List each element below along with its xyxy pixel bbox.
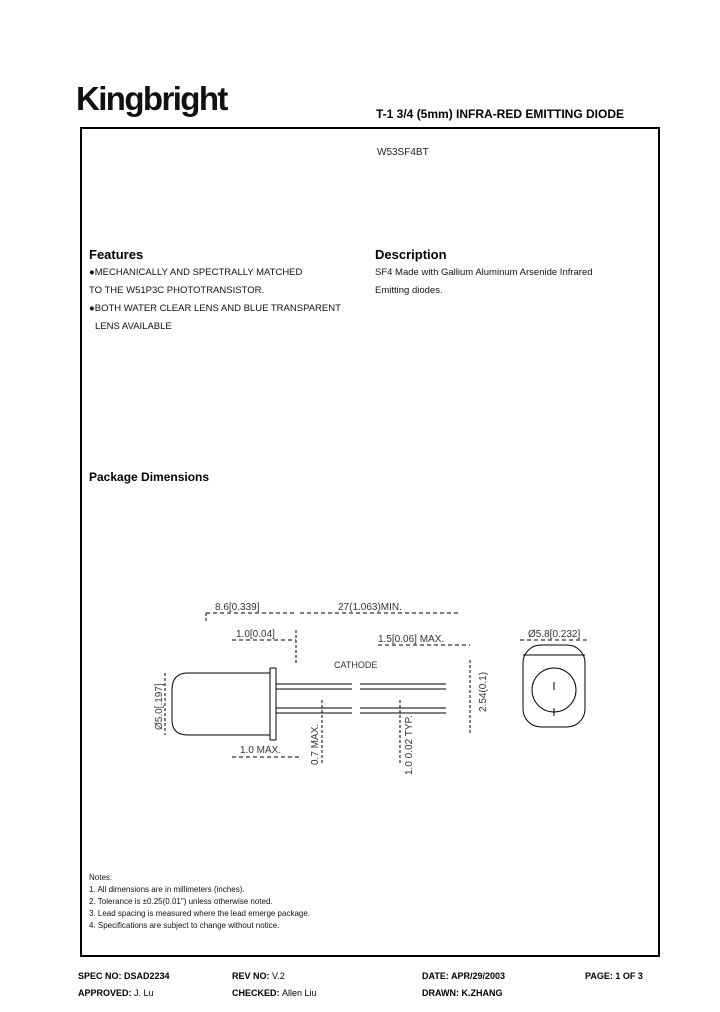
dim-diameter-side: Ø5.0[.197] <box>154 683 165 730</box>
date <box>422 971 505 981</box>
dim-lead-width: 0.7 MAX. <box>310 723 321 765</box>
rev-value: V.2 <box>272 971 285 981</box>
spec-value: DSAD2234 <box>124 971 170 981</box>
checked-value: Allen Liu <box>282 988 317 998</box>
dim-flange: 1.0[0.04] <box>236 629 275 640</box>
notes-title: Notes: <box>89 873 113 882</box>
description-line: SF4 Made with Gallium Aluminum Arsenide Infrared <box>375 267 593 278</box>
page-label: PAGE: <box>585 971 613 981</box>
feature-line: TO THE W51P3C PHOTOTRANSISTOR. <box>89 285 265 296</box>
rev-label: REV NO: <box>232 971 270 981</box>
note-item: 4. Specifications are subject to change without notice. <box>89 921 280 930</box>
approved <box>78 988 154 998</box>
document-title: T-1 3/4 (5mm) INFRA-RED EMITTING DIODE <box>376 107 625 121</box>
checked-label: CHECKED: <box>232 988 280 998</box>
dim-diameter-top: Ø5.8[0.232] <box>528 629 581 640</box>
cathode-label: CATHODE <box>334 660 378 670</box>
approved-label: APPROVED: <box>78 988 132 998</box>
features-heading: Features <box>89 247 144 262</box>
dim-spacing: 2.54(0.1) <box>478 671 489 712</box>
approved-value: J. Lu <box>134 988 154 998</box>
date-value: APR/29/2003 <box>451 971 506 981</box>
brand-logo: Kingbright <box>76 80 227 117</box>
spec-label: SPEC NO: <box>78 971 122 981</box>
drawn <box>422 988 503 998</box>
dim-body-length: 8.6[0.339] <box>215 602 260 613</box>
part-number: W53SF4BT <box>377 147 429 158</box>
dim-lead-length: 27(1.063)MIN. <box>338 602 402 613</box>
note-item: 1. All dimensions are in millimeters (inches). <box>89 885 245 894</box>
description-line: Emitting diodes. <box>375 285 443 296</box>
feature-line: LENS AVAILABLE <box>95 321 172 332</box>
drawn-label: DRAWN: <box>422 988 459 998</box>
feature-line: ●BOTH WATER CLEAR LENS AND BLUE TRANSPARENT <box>89 303 341 314</box>
package-heading: Package Dimensions <box>89 470 210 484</box>
dim-lead-size: 1.0 0.02 TYP. <box>404 715 415 775</box>
spec-no <box>78 971 170 981</box>
feature-line: ●MECHANICALLY AND SPECTRALLY MATCHED <box>89 267 303 278</box>
note-item: 2. Tolerance is ±0.25(0.01") unless otherwise noted. <box>89 897 273 906</box>
rev-no <box>232 971 285 981</box>
page-number <box>585 971 643 981</box>
note-item: 3. Lead spacing is measured where the lead emerge package. <box>89 909 311 918</box>
drawn-value: K.ZHANG <box>461 988 503 998</box>
description-heading: Description <box>375 247 447 262</box>
dim-protrusion: 1.0 MAX. <box>240 745 282 756</box>
dim-lead-gap: 1.5[0.06] MAX. <box>378 634 445 645</box>
date-label: DATE: <box>422 971 449 981</box>
page-value: 1 OF 3 <box>615 971 643 981</box>
checked <box>232 988 317 998</box>
